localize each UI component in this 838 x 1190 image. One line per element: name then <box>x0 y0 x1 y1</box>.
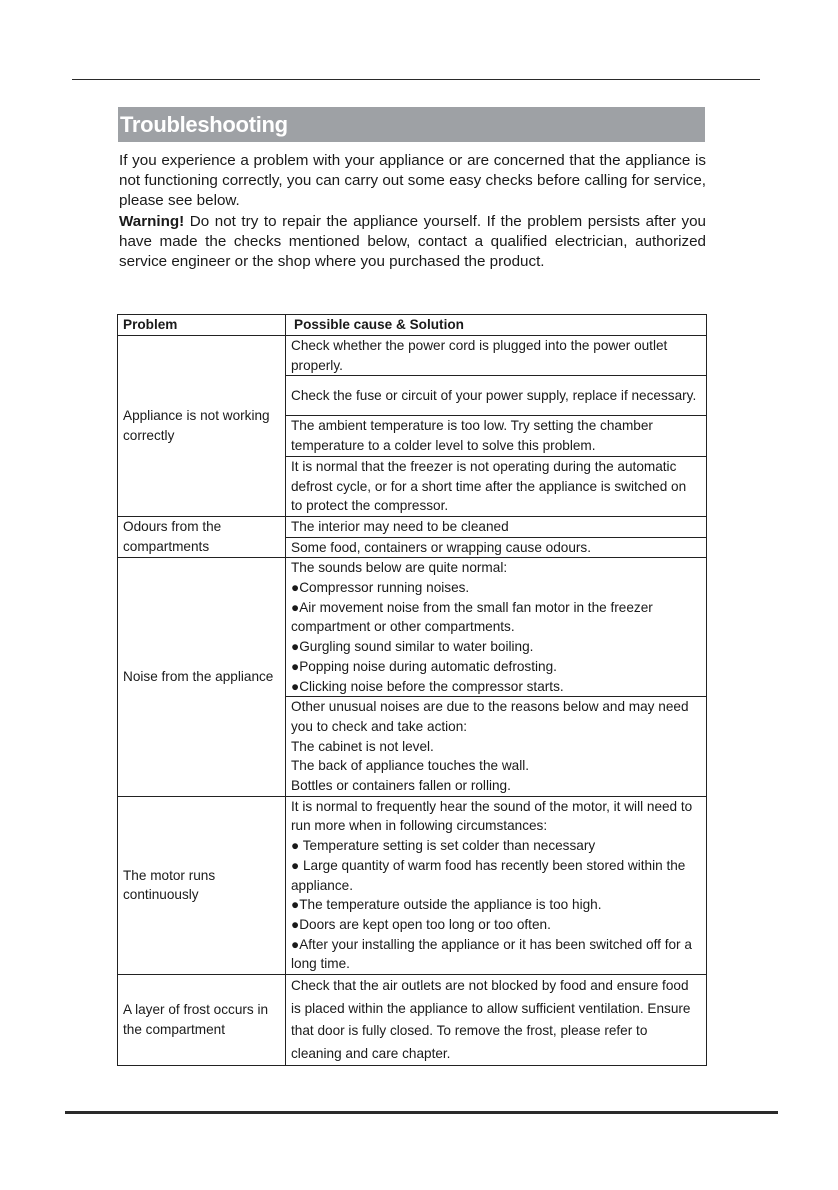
solution-cell: The interior may need to be cleaned <box>286 516 707 537</box>
solution-cell <box>286 558 707 697</box>
table-row <box>118 975 707 1066</box>
intro-paragraph: If you experience a problem with your appliance or are concerned that the appliance is not functioning correctly, you can carry out some easy checks before calling for service, please see below. <box>119 152 706 210</box>
solution-item: The cabinet is not level. <box>291 738 434 754</box>
solution-cell <box>286 796 707 974</box>
solution-cell: Some food, containers or wrapping cause odours. <box>286 537 707 558</box>
solution-cell: Check that the air outlets are not blocked by food and ensure food is placed within the appliance to allow sufficient ventilation. Ensure that door is fully closed. To remove the frost, please refer to cleaning and care chapter. <box>286 975 707 1066</box>
solution-item: ●The temperature outside the appliance is too high. <box>291 897 602 913</box>
solution-intro: Other unusual noises are due to the reasons below and may need you to check and take action: <box>291 699 689 734</box>
bottom-divider <box>65 1111 778 1114</box>
solution-item: ●Gurgling sound similar to water boiling. <box>291 639 534 655</box>
problem-cell: Noise from the appliance <box>118 558 286 796</box>
solution-cell <box>286 697 707 797</box>
table-row <box>118 796 707 974</box>
warning-text: Do not try to repair the appliance yourself. If the problem persists after you have made the checks mentioned below, contact a qualified electrician, authorized service engineer or the shop where you purchased the product. <box>119 212 706 271</box>
header-solution: Possible cause & Solution <box>286 315 707 336</box>
header-problem: Problem <box>118 315 286 336</box>
warning-label: Warning! <box>119 212 185 230</box>
solution-item: The back of appliance touches the wall. <box>291 758 530 774</box>
troubleshooting-table <box>117 314 707 1066</box>
solution-item: ●Compressor running noises. <box>291 580 470 596</box>
table-header-row <box>118 315 707 336</box>
problem-cell: Odours from the compartments <box>118 516 286 557</box>
section-header <box>118 107 705 142</box>
warning-paragraph <box>119 212 706 273</box>
solution-intro: It is normal to frequently hear the sound of the motor, it will need to run more when in following circumstances: <box>291 798 693 834</box>
solution-intro: The sounds below are quite normal: <box>291 560 508 576</box>
solution-item: Bottles or containers fallen or rolling. <box>291 778 511 794</box>
section-title: Troubleshooting <box>120 112 288 137</box>
table-row <box>118 336 707 376</box>
solution-item: ● Large quantity of warm food has recently been stored within the appliance. <box>291 857 686 893</box>
solution-item: ●Popping noise during automatic defrosting. <box>291 658 557 674</box>
problem-cell: The motor runs continuously <box>118 796 286 974</box>
solution-item: ●Doors are kept open too long or too often. <box>291 916 551 932</box>
table-row <box>118 516 707 537</box>
solution-item: ●Air movement noise from the small fan motor in the freezer compartment or other compartments. <box>291 599 653 635</box>
top-divider <box>72 79 760 80</box>
solution-item: ● Temperature setting is set colder than necessary <box>291 838 596 854</box>
solution-cell: Check whether the power cord is plugged into the power outlet properly. <box>286 336 707 376</box>
table-row <box>118 558 707 697</box>
solution-item: ●Clicking noise before the compressor starts. <box>291 678 564 694</box>
solution-cell: The ambient temperature is too low. Try setting the chamber temperature to a colder level to solve this problem. <box>286 416 707 456</box>
solution-cell: Check the fuse or circuit of your power supply, replace if necessary. <box>286 376 707 416</box>
solution-item: ●After your installing the appliance or it has been switched off for a long time. <box>291 936 692 972</box>
solution-cell: It is normal that the freezer is not operating during the automatic defrost cycle, or for a short time after the appliance is switched on to protect the compressor. <box>286 456 707 516</box>
problem-cell: A layer of frost occurs in the compartment <box>118 975 286 1066</box>
problem-cell: Appliance is not working correctly <box>118 336 286 517</box>
intro-text <box>119 151 706 272</box>
